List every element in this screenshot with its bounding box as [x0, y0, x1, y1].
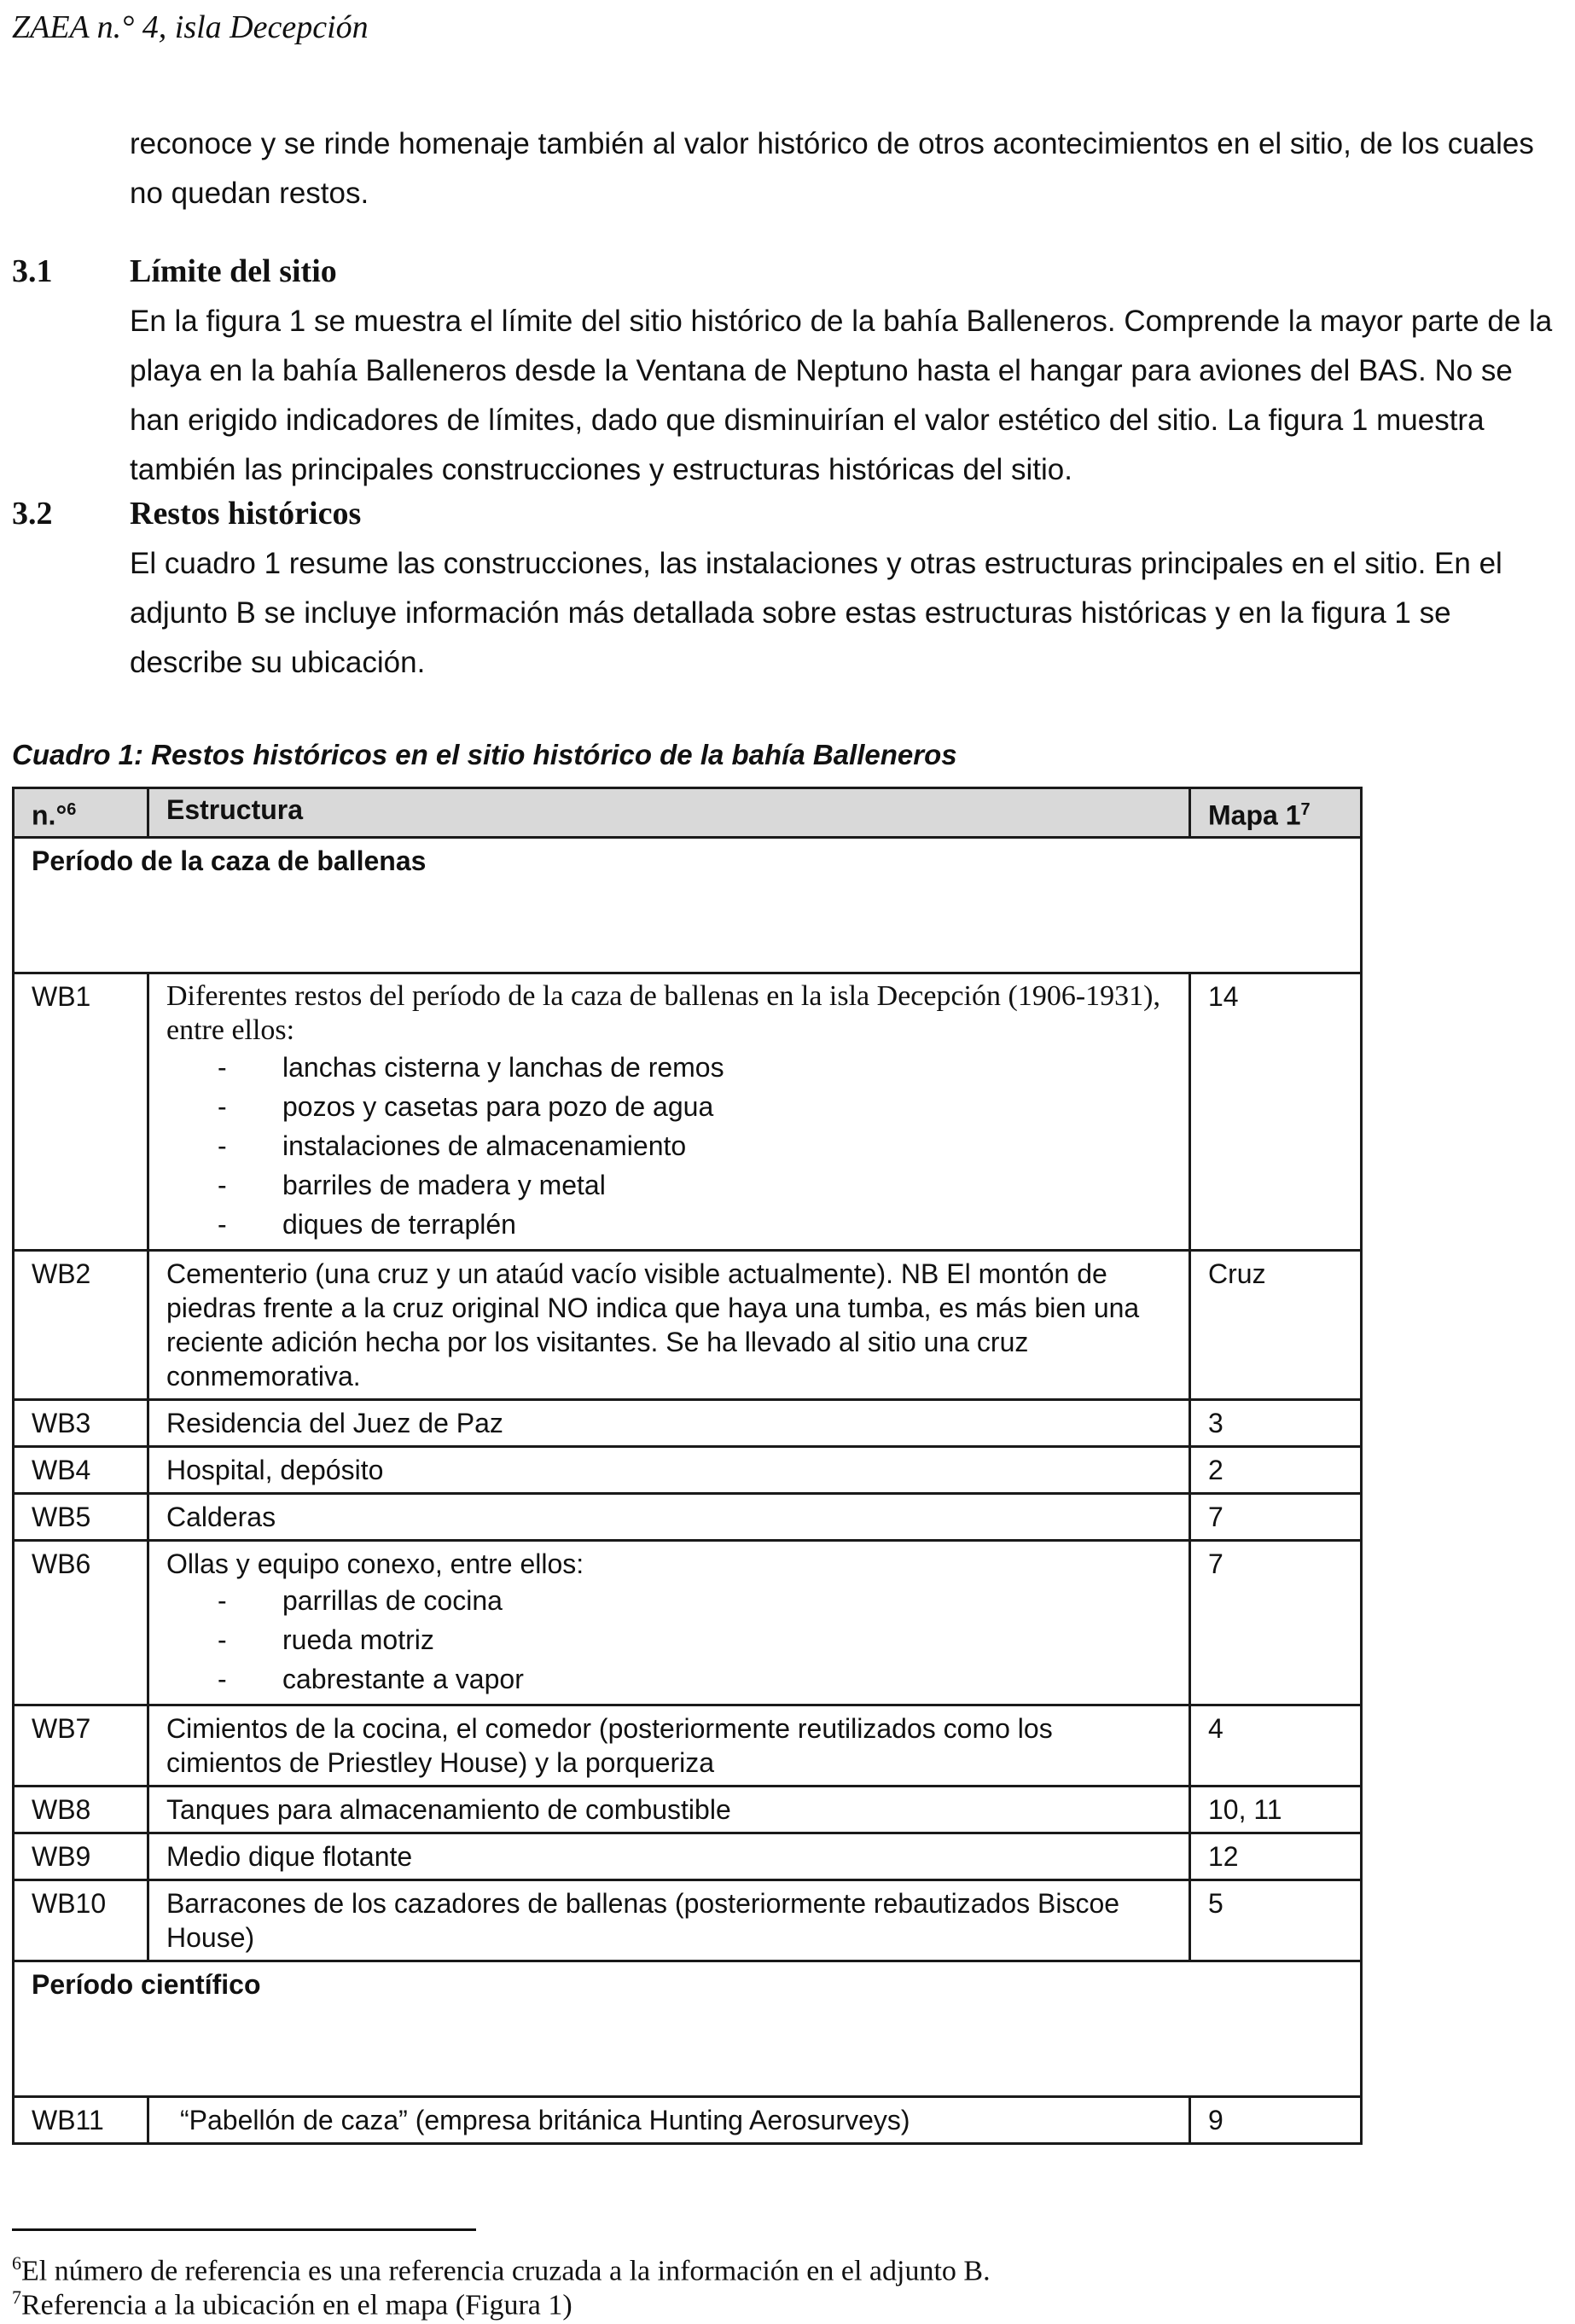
row-structure: “Pabellón de caza” (empresa británica Hunting Aerosurveys) [148, 2096, 1190, 2143]
row-structure: Medio dique flotante [148, 1833, 1190, 1880]
row-text: Diferentes restos del período de la caza de ballenas en la isla Decepción (1906-1931), entre ellos: [166, 979, 1160, 1046]
section-number: 3.2 [12, 496, 53, 532]
list-item: - diques de terraplén [218, 1205, 1171, 1244]
header-structure: Estructura [148, 788, 1190, 838]
section-whaling: Período de la caza de ballenas [14, 837, 1362, 973]
table-section-row [14, 1961, 1362, 2096]
row-map: Cruz [1190, 1250, 1362, 1399]
row-map: 5 [1190, 1880, 1362, 1961]
row-id: WB11 [14, 2096, 148, 2143]
table-row [14, 2096, 1362, 2143]
row-id: WB9 [14, 1833, 148, 1880]
row-map: 9 [1190, 2096, 1362, 2143]
row-id: WB10 [14, 1880, 148, 1961]
table-row [14, 1250, 1362, 1399]
row-id: WB3 [14, 1399, 148, 1446]
list-item: - instalaciones de almacenamiento [218, 1126, 1171, 1165]
row-id: WB2 [14, 1250, 148, 1399]
list-item: - pozos y casetas para pozo de agua [218, 1087, 1171, 1126]
row-text: Ollas y equipo conexo, entre ellos: [166, 1548, 584, 1579]
footnote-text: Referencia a la ubicación en el mapa (Figura 1) [21, 2289, 572, 2321]
section-heading-3-2 [12, 495, 361, 532]
section-science: Período científico [14, 1961, 1362, 2096]
row-map: 14 [1190, 973, 1362, 1250]
footnote-6 [12, 2252, 991, 2287]
table-row [14, 973, 1362, 1250]
row-id: WB7 [14, 1705, 148, 1786]
row-id: WB4 [14, 1446, 148, 1493]
footnote-mark: 7 [12, 2286, 21, 2308]
row-map: 2 [1190, 1446, 1362, 1493]
section-title: Límite del sitio [130, 253, 337, 289]
table-section-row [14, 837, 1362, 973]
table-row [14, 1705, 1362, 1786]
footnote-divider [12, 2228, 476, 2231]
row-structure: Hospital, depósito [148, 1446, 1190, 1493]
item-list [166, 1581, 1171, 1699]
list-item: - lanchas cisterna y lanchas de remos [218, 1048, 1171, 1087]
section-heading-3-1 [12, 253, 337, 290]
intro-paragraph: reconoce y se rinde homenaje también al valor histórico de otros acontecimientos en el sitio, de los cuales no quedan restos. [130, 127, 1534, 210]
table-row [14, 1880, 1362, 1961]
item-list [166, 1048, 1171, 1244]
list-item: - barriles de madera y metal [218, 1165, 1171, 1205]
table-row [14, 1540, 1362, 1705]
list-item: - cabrestante a vapor [218, 1659, 1171, 1699]
row-id: WB1 [14, 973, 148, 1250]
row-map: 4 [1190, 1705, 1362, 1786]
section-3-2-text: El cuadro 1 resume las construcciones, las instalaciones y otras estructuras principales en el sitio. En el adjunto B se incluye información más detallada sobre estas estructuras históricas y en la figura 1 se describe su ubicación. [130, 547, 1502, 679]
row-structure: Residencia del Juez de Paz [148, 1399, 1190, 1446]
footnote-7 [12, 2286, 572, 2321]
running-header: ZAEA n.° 4, isla Decepción [12, 9, 369, 45]
row-map: 10, 11 [1190, 1786, 1362, 1833]
row-structure: Tanques para almacenamiento de combustible [148, 1786, 1190, 1833]
row-structure: Calderas [148, 1493, 1190, 1540]
table-row [14, 1493, 1362, 1540]
footnote-text: El número de referencia es una referencia cruzada a la información en el adjunto B. [21, 2255, 991, 2287]
footnote-mark: 6 [12, 2252, 21, 2274]
row-map: 3 [1190, 1399, 1362, 1446]
section-number: 3.1 [12, 253, 53, 289]
row-structure: Barracones de los cazadores de ballenas (posteriormente rebautizados Biscoe House) [148, 1880, 1190, 1961]
section-3-1-text: En la figura 1 se muestra el límite del sitio histórico de la bahía Balleneros. Comprende la mayor parte de la playa en la bahía Balleneros desde la Ventana de Neptuno hasta el hangar para aviones del BAS. No se han erigido indicadores de límites, dado que disminuirían el valor estético del sitio. La figura 1 muestra también las principales construcciones y estructuras históricas del sitio. [130, 305, 1553, 486]
row-id: WB8 [14, 1786, 148, 1833]
list-item: - rueda motriz [218, 1620, 1171, 1659]
table-row [14, 1399, 1362, 1446]
table-row [14, 1446, 1362, 1493]
row-map: 7 [1190, 1493, 1362, 1540]
list-item: - parrillas de cocina [218, 1581, 1171, 1620]
row-map: 7 [1190, 1540, 1362, 1705]
table-row [14, 1786, 1362, 1833]
row-structure: Cimientos de la cocina, el comedor (posteriormente reutilizados como los cimientos de Priestley House) y la porqueriza [148, 1705, 1190, 1786]
section-title: Restos históricos [130, 496, 362, 532]
row-structure [148, 1540, 1190, 1705]
row-id: WB6 [14, 1540, 148, 1705]
table-caption: Cuadro 1: Restos históricos en el sitio histórico de la bahía Balleneros [12, 739, 957, 770]
row-structure: Cementerio (una cruz y un ataúd vacío visible actualmente). NB El montón de piedras frente a la cruz original NO indica que haya una tumba, es más bien una reciente adición hecha por los visitantes. Se ha llevado al sitio una cruz conmemorativa. [148, 1250, 1190, 1399]
header-map: Mapa $1^7$ [1190, 788, 1362, 838]
row-structure [148, 973, 1190, 1250]
row-id: WB5 [14, 1493, 148, 1540]
table-header-row [14, 788, 1362, 838]
row-map: 12 [1190, 1833, 1362, 1880]
header-num: n.°$^6$ [14, 788, 148, 838]
historic-remains-table [12, 787, 1363, 2145]
table-row [14, 1833, 1362, 1880]
